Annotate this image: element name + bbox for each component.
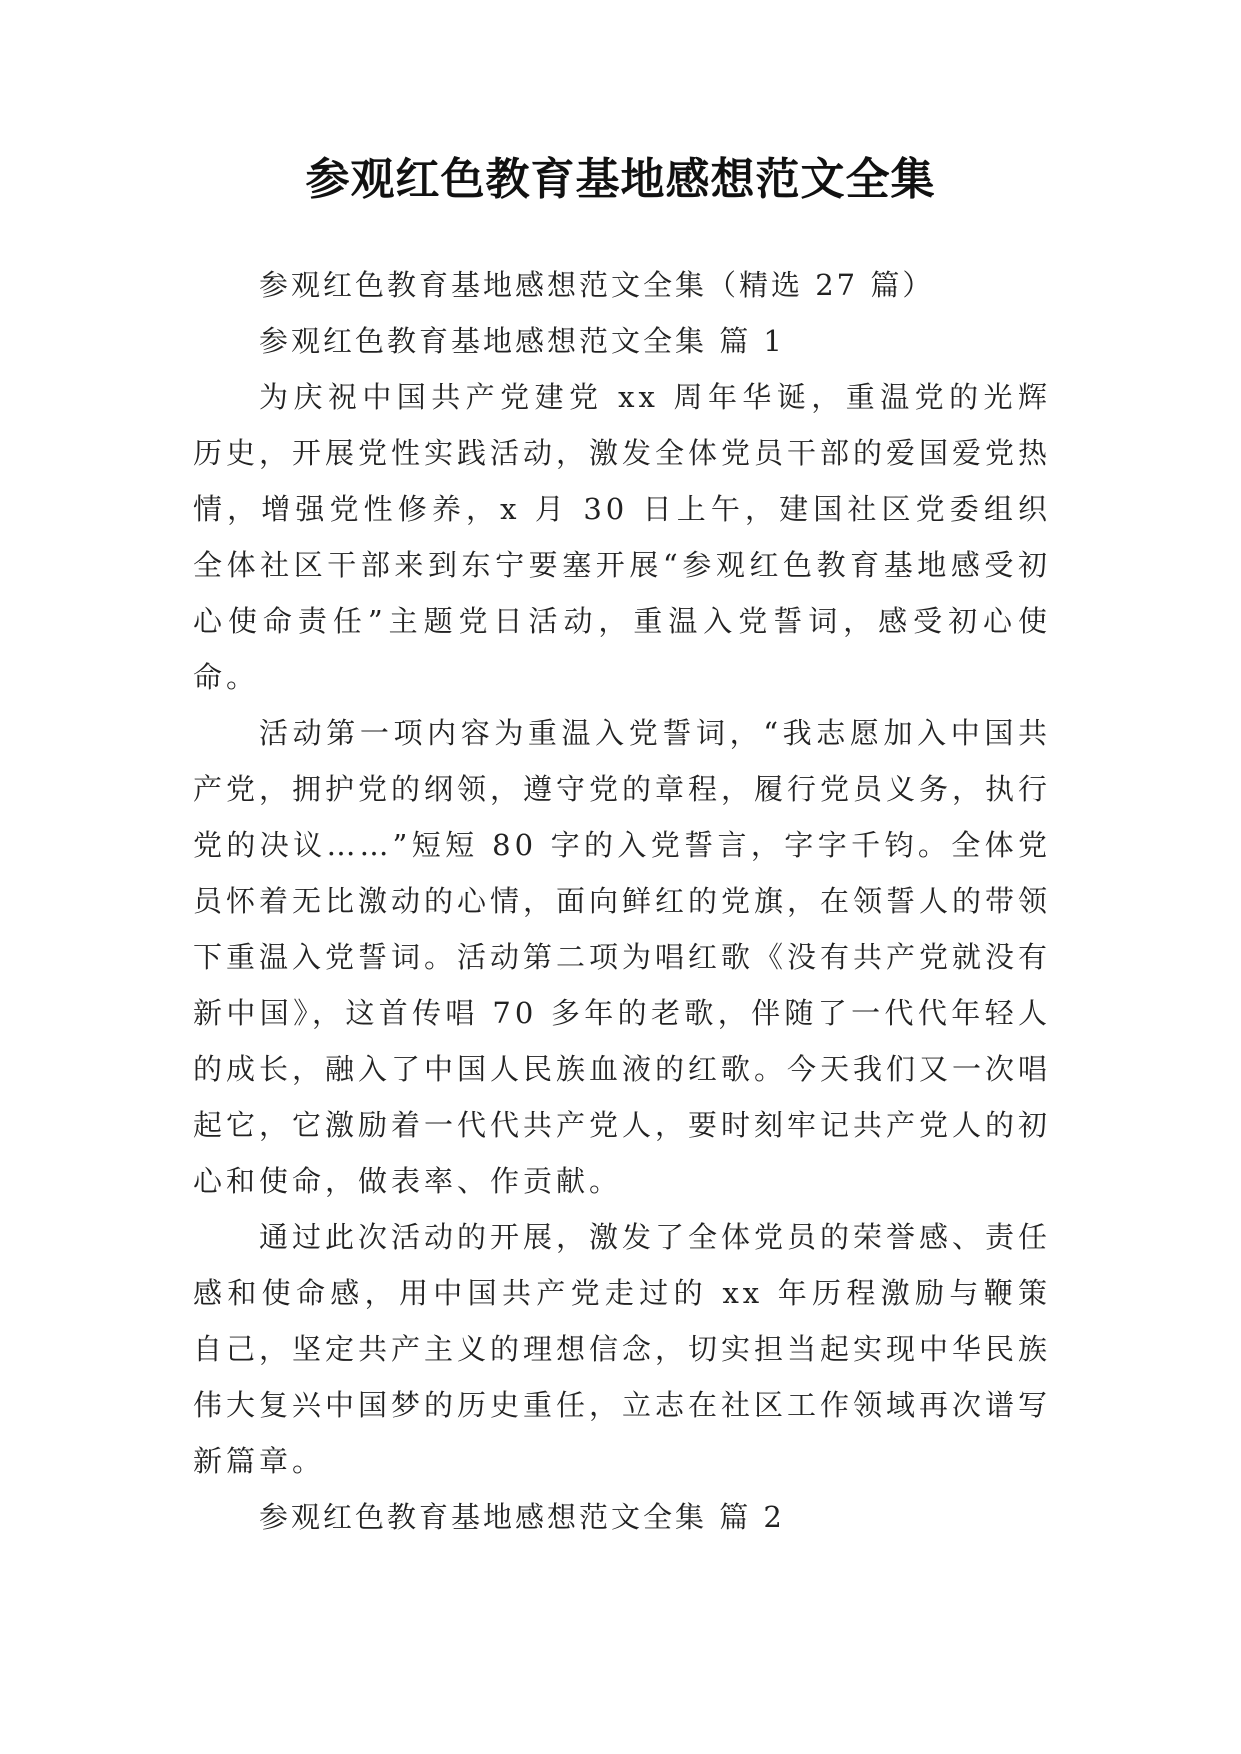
body-paragraph-3: 通过此次活动的开展，激发了全体党员的荣誉感、责任感和使命感，用中国共产党走过的 xx 年历程激励与鞭策自己，坚定共产主义的理想信念，切实担当起实现中华民族伟大复兴中国梦的历史重任，立志在社区工作领域再次谱写新篇章。 bbox=[193, 1220, 1052, 1478]
section-heading-2: 参观红色教育基地感想范文全集 篇 2 bbox=[259, 1500, 785, 1534]
body-paragraph-1: 为庆祝中国共产党建党 xx 周年华诞，重温党的光辉历史，开展党性实践活动，激发全体党员干部的爱国爱党热情，增强党性修养，x 月 30 日上午，建国社区党委组织全体社区干部来到东宁要塞开展“参观红色教育基地感受初心使命责任”主题党日活动，重温入党誓词，感受初心使命。 bbox=[193, 380, 1052, 694]
collection-subtitle: 参观红色教育基地感想范文全集（精选 27 篇） bbox=[259, 268, 935, 302]
document-title: 参观红色教育基地感想范文全集 bbox=[305, 154, 936, 205]
document-body bbox=[193, 257, 1051, 1545]
section-heading-1: 参观红色教育基地感想范文全集 篇 1 bbox=[259, 324, 785, 358]
body-paragraph-2: 活动第一项内容为重温入党誓词，“我志愿加入中国共产党，拥护党的纲领，遵守党的章程，履行党员义务，执行党的决议……”短短 80 字的入党誓言，字字千钧。全体党员怀着无比激动的心情，面向鲜红的党旗，在领誓人的带领下重温入党誓词。活动第二项为唱红歌《没有共产党就没有新中国》，这首传唱 70 多年的老歌，伴随了一代代年轻人的成长，融入了中国人民族血液的红歌。今天我们又一次唱起它，它激励着一代代共产党人，要时刻牢记共产党人的初心和使命，做表率、作贡献。 bbox=[193, 716, 1052, 1198]
